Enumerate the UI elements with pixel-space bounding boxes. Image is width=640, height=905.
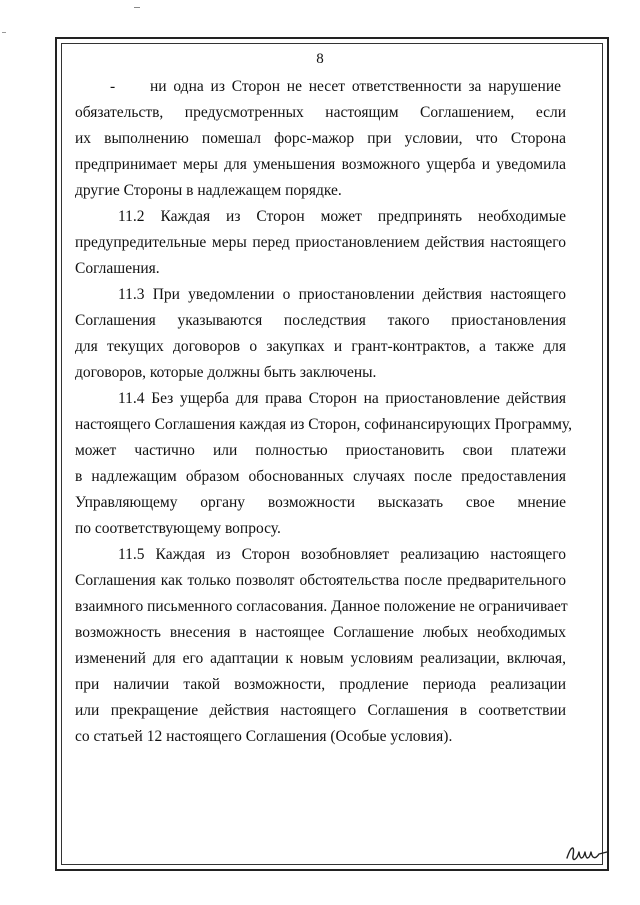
text-line [75,74,566,100]
text-line: по соответствующему вопросу. [75,520,281,537]
text-line: или прекращение действия настоящего Соглашения в соответствии [75,702,566,719]
text-line: обязательств, предусмотренных настоящим Соглашением, если [75,104,566,121]
text-line: договоров, которые должны быть заключены. [75,364,377,381]
text-line: Соглашения как только позволят обстоятельства после предварительного [75,572,566,589]
text-line: для текущих договоров о закупках и грант-контрактов, а также для [75,338,566,355]
scan-speck [134,7,140,8]
text-line: со статьей 12 настоящего Соглашения (Особые условия). [75,728,453,745]
paragraph-11-3 [75,282,566,386]
paragraph-11-5 [75,542,566,750]
text-line: предпринимает меры для уменьшения возможного ущерба и уведомила [75,156,566,173]
text-line: Соглашения указываются последствия такого приостановления [75,312,566,329]
text-line: настоящего Соглашения каждая из Сторон, софинансирующих Программу, [75,416,572,433]
text-line: их выполнению помешал форс-мажор при условии, что Сторона [75,130,566,147]
text-line: другие Стороны в надлежащем порядке. [75,182,342,199]
paragraph-11-4 [75,386,572,542]
text-line: при наличии такой возможности, продление периода реализации [75,676,566,693]
text-line: Соглашения. [75,260,160,277]
text-line: в надлежащим образом обоснованных случаях после предоставления [75,468,566,485]
text-line: 11.2 Каждая из Сторон может предпринять необходимые [118,208,566,225]
text-line: 11.5 Каждая из Сторон возобновляет реализацию настоящего [118,546,566,563]
text-line: изменений для его адаптации к новым условиям реализации, включая, [75,650,566,667]
page-number: 8 [316,51,324,67]
text-line: возможность внесения в настоящее Соглашение любых необходимых [75,624,566,641]
paragraph-11-2 [75,204,566,282]
text-line: предупредительные меры перед приостановлением действия настоящего [75,234,566,251]
list-dash: - [110,78,116,95]
signature-initials [563,838,609,866]
scan-speck [2,32,6,33]
paragraph-bullet [75,74,566,204]
text-line: 11.3 При уведомлении о приостановлении действия настоящего [118,286,566,303]
text-line: Управляющему органу возможности высказать свое мнение [75,494,566,511]
text-line-content: ни одна из Сторон не несет ответственности за нарушение [150,78,561,95]
text-line: взаимного письменного согласования. Данное положение не ограничивает [75,598,568,615]
document-body [75,74,572,750]
text-line: может частично или полностью приостановить свои платежи [75,442,566,459]
text-line: 11.4 Без ущерба для права Сторон на приостановление действия [118,390,566,407]
